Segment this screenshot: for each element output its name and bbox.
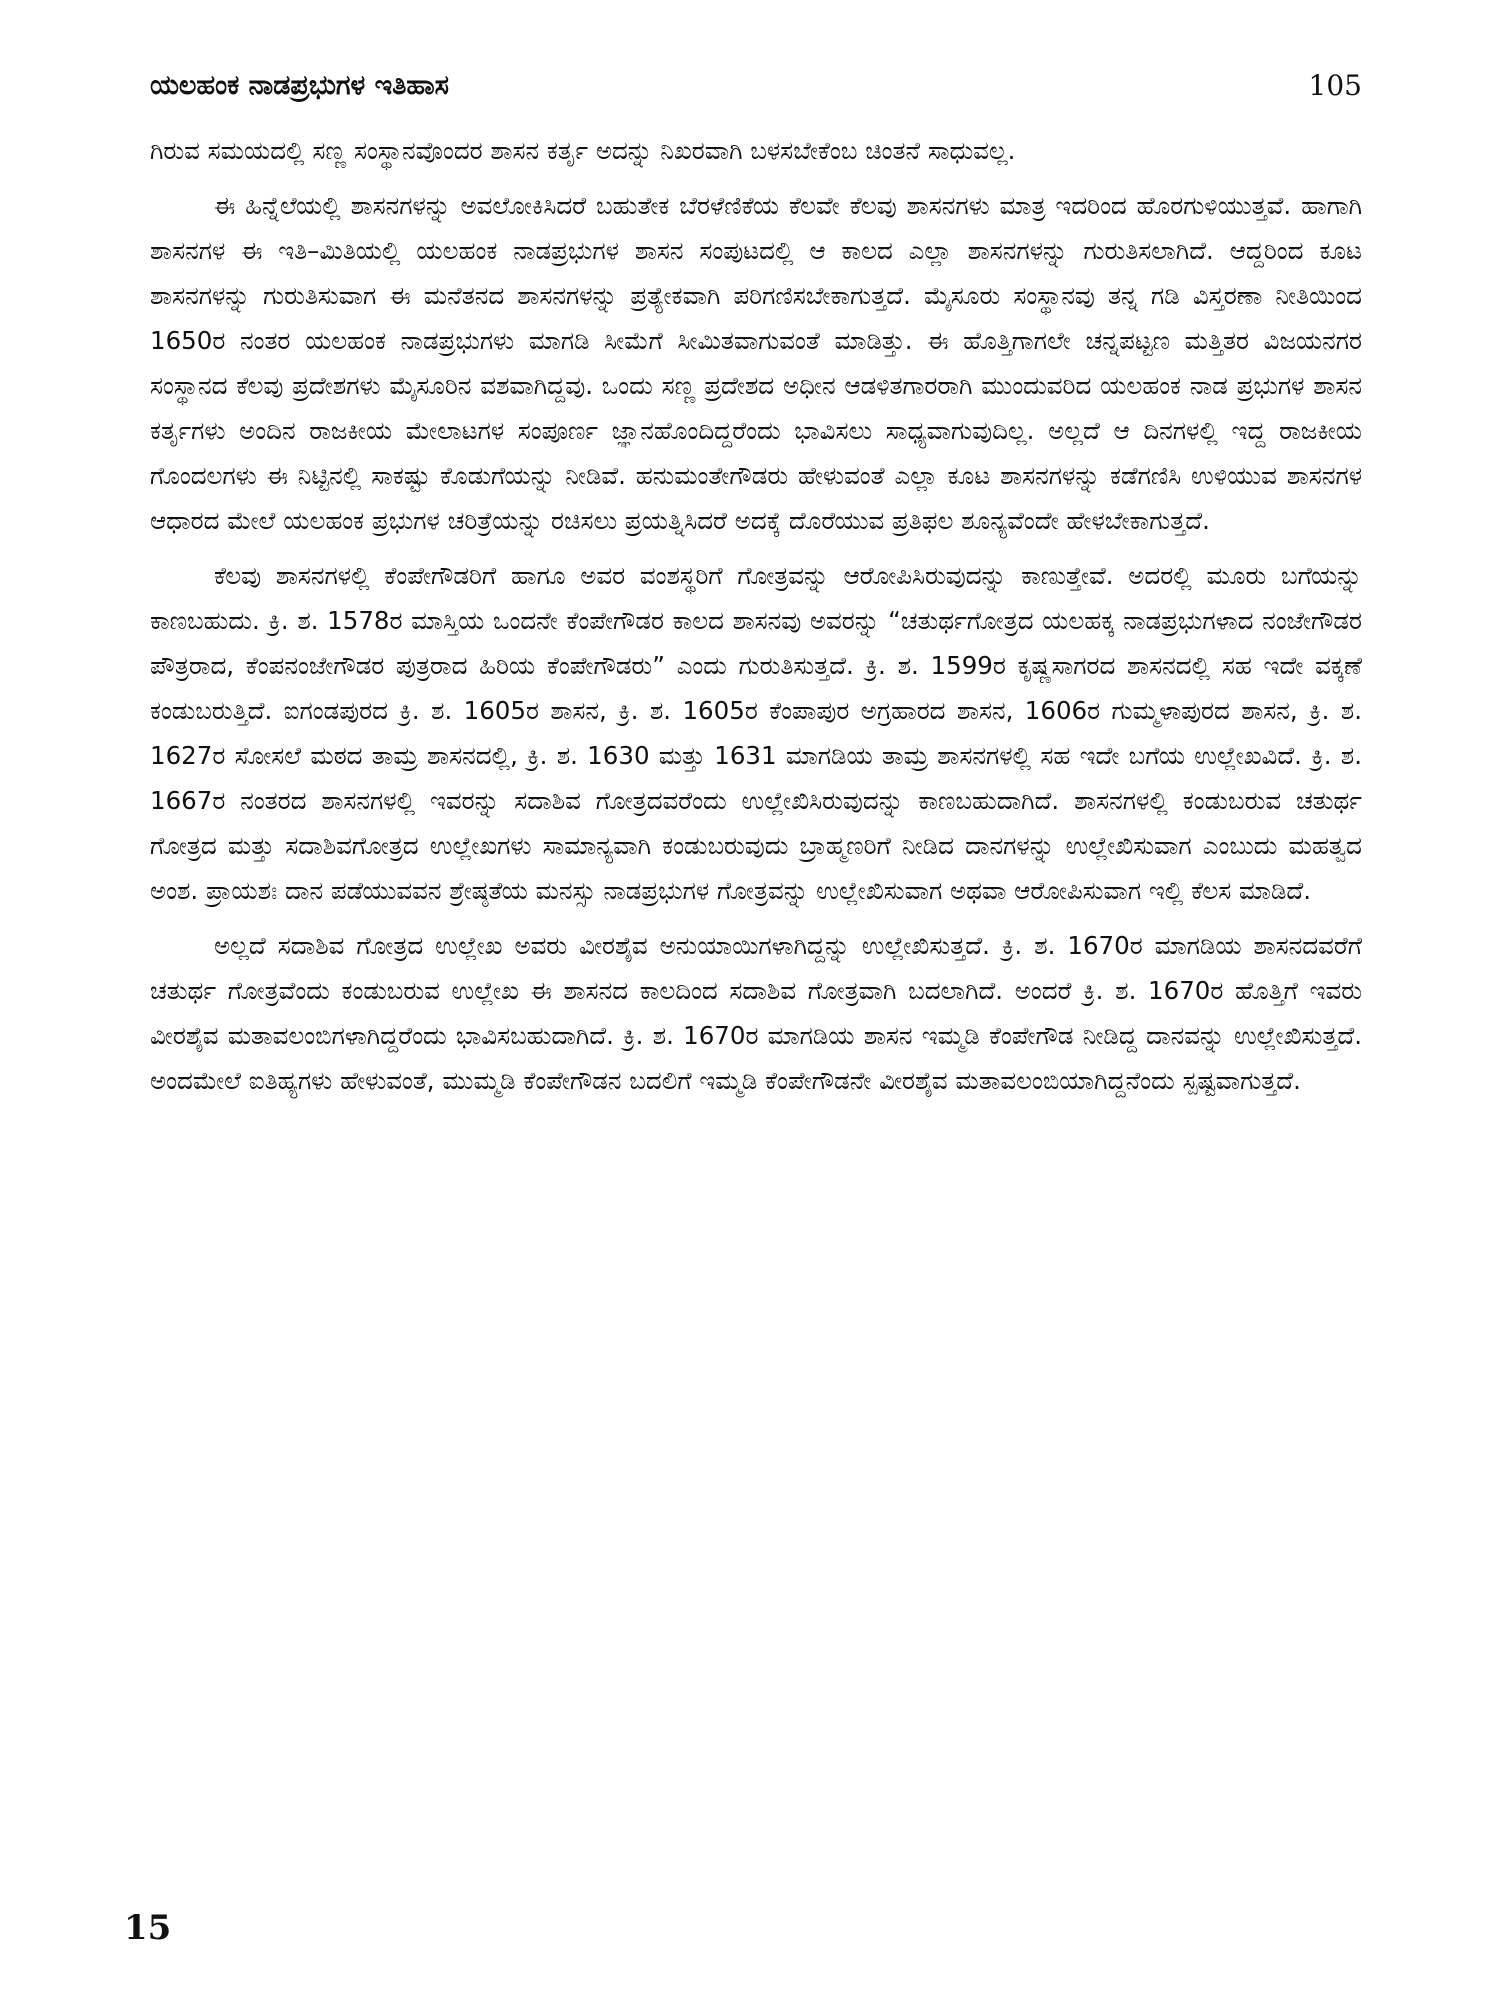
body-text <box>150 128 1362 1113</box>
paragraph: ಈ ಹಿನ್ನೆಲೆಯಲ್ಲಿ ಶಾಸನಗಳನ್ನು ಅವಲೋಕಿಸಿದರೆ ಬಹುತೇಕ ಬೆರಳೆಣಿಕೆಯ ಕೆಲವೇ ಕೆಲವು ಶಾಸನಗಳು ಮಾತ್ರ ಇದರಿಂದ ಹೊರಗುಳಿಯುತ್ತವೆ. ಹಾಗಾಗಿ ಶಾಸನಗಳ ಈ ಇತಿ–ಮಿತಿಯಲ್ಲಿ ಯಲಹಂಕ ನಾಡಪ್ರಭುಗಳ ಶಾಸನ ಸಂಪುಟದಲ್ಲಿ ಆ ಕಾಲದ ಎಲ್ಲಾ ಶಾಸನಗಳನ್ನು ಗುರುತಿಸಲಾಗಿದೆ. ಆದ್ದರಿಂದ ಕೂಟ ಶಾಸನಗಳನ್ನು ಗುರುತಿಸುವಾಗ ಈ ಮನೆತನದ ಶಾಸನಗಳನ್ನು ಪ್ರತ್ಯೇಕವಾಗಿ ಪರಿಗಣಿಸಬೇಕಾಗುತ್ತದೆ. ಮೈಸೂರು ಸಂಸ್ಥಾನವು ತನ್ನ ಗಡಿ ವಿಸ್ತರಣಾ ನೀತಿಯಿಂದ 1650ರ ನಂತರ ಯಲಹಂಕ ನಾಡಪ್ರಭುಗಳು ಮಾಗಡಿ ಸೀಮೆಗೆ ಸೀಮಿತವಾಗುವಂತೆ ಮಾಡಿತ್ತು. ಈ ಹೊತ್ತಿಗಾಗಲೇ ಚನ್ನಪಟ್ಟಣ ಮತ್ತಿತರ ವಿಜಯನಗರ ಸಂಸ್ಥಾನದ ಕೆಲವು ಪ್ರದೇಶಗಳು ಮೈಸೂರಿನ ವಶವಾಗಿದ್ದವು. ಒಂದು ಸಣ್ಣ ಪ್ರದೇಶದ ಅಧೀನ ಆಡಳಿತಗಾರರಾಗಿ ಮುಂದುವರಿದ ಯಲಹಂಕ ನಾಡ ಪ್ರಭುಗಳ ಶಾಸನ ಕರ್ತೃಗಳು ಅಂದಿನ ರಾಜಕೀಯ ಮೇಲಾಟಗಳ ಸಂಪೂರ್ಣ ಜ್ಞಾನಹೊಂದಿದ್ದರೆಂದು ಭಾವಿಸಲು ಸಾಧ್ಯವಾಗುವುದಿಲ್ಲ. ಅಲ್ಲದೆ ಆ ದಿನಗಳಲ್ಲಿ ಇದ್ದ ರಾಜಕೀಯ ಗೊಂದಲಗಳು ಈ ನಿಟ್ಟಿನಲ್ಲಿ ಸಾಕಷ್ಟು ಕೊಡುಗೆಯನ್ನು ನೀಡಿವೆ. ಹನುಮಂತೇಗೌಡರು ಹೇಳುವಂತೆ ಎಲ್ಲಾ ಕೂಟ ಶಾಸನಗಳನ್ನು ಕಡೆಗಣಿಸಿ ಉಳಿಯುವ ಶಾಸನಗಳ ಆಧಾರದ ಮೇಲೆ ಯಲಹಂಕ ಪ್ರಭುಗಳ ಚರಿತ್ರೆಯನ್ನು ರಚಿಸಲು ಪ್ರಯತ್ನಿಸಿದರೆ ಅದಕ್ಕೆ ದೊರೆಯುವ ಪ್ರತಿಫಲ ಶೂನ್ಯವೆಂದೇ ಹೇಳಬೇಕಾಗುತ್ತದೆ. <box>150 191 1362 535</box>
running-header <box>150 66 1362 112</box>
paragraph: ಅಲ್ಲದೆ ಸದಾಶಿವ ಗೋತ್ರದ ಉಲ್ಲೇಖ ಅವರು ವೀರಶೈವ ಅನುಯಾಯಿಗಳಾಗಿದ್ದನ್ನು ಉಲ್ಲೇಖಿಸುತ್ತದೆ. ಕ್ರಿ. ಶ. 1670ರ ಮಾಗಡಿಯ ಶಾಸನದವರೆಗೆ ಚತುರ್ಥ ಗೋತ್ರವೆಂದು ಕಂಡುಬರುವ ಉಲ್ಲೇಖ ಈ ಶಾಸನದ ಕಾಲದಿಂದ ಸದಾಶಿವ ಗೋತ್ರವಾಗಿ ಬದಲಾಗಿದೆ. ಅಂದರೆ ಕ್ರಿ. ಶ. 1670ರ ಹೊತ್ತಿಗೆ ಇವರು ವೀರಶೈವ ಮತಾವಲಂಬಿಗಳಾಗಿದ್ದರೆಂದು ಭಾವಿಸಬಹುದಾಗಿದೆ. ಕ್ರಿ. ಶ. 1670ರ ಮಾಗಡಿಯ ಶಾಸನ ಇಮ್ಮಡಿ ಕೆಂಪೇಗೌಡ ನೀಡಿದ್ದ ದಾನವನ್ನು ಉಲ್ಲೇಖಿಸುತ್ತದೆ. ಅಂದಮೇಲೆ ಐತಿಹ್ಯಗಳು ಹೇಳುವಂತೆ, ಮುಮ್ಮಡಿ ಕೆಂಪೇಗೌಡನ ಬದಲಿಗೆ ಇಮ್ಮಡಿ ಕೆಂಪೇಗೌಡನೇ ವೀರಶೈವ ಮತಾವಲಂಬಿಯಾಗಿದ್ದನೆಂದು ಸ್ಪಷ್ಟವಾಗುತ್ತದೆ. <box>150 931 1362 1095</box>
page-number: 105 <box>1308 69 1362 102</box>
running-title: ಯಲಹಂಕ ನಾಡಪ್ರಭುಗಳ ಇತಿಹಾಸ <box>150 70 450 101</box>
paragraph-continued: ಗಿರುವ ಸಮಯದಲ್ಲಿ ಸಣ್ಣ ಸಂಸ್ಥಾನವೊಂದರ ಶಾಸನ ಕರ್ತೃ ಅದನ್ನು ನಿಖರವಾಗಿ ಬಳಸಬೇಕೆಂಬ ಚಿಂತನೆ ಸಾಧುವಲ್ಲ. <box>150 136 1016 165</box>
paragraph: ಕೆಲವು ಶಾಸನಗಳಲ್ಲಿ ಕೆಂಪೇಗೌಡರಿಗೆ ಹಾಗೂ ಅವರ ವಂಶಸ್ಥರಿಗೆ ಗೋತ್ರವನ್ನು ಆರೋಪಿಸಿರುವುದನ್ನು ಕಾಣುತ್ತೇವೆ. ಅದರಲ್ಲಿ ಮೂರು ಬಗೆಯನ್ನು ಕಾಣಬಹುದು. ಕ್ರಿ. ಶ. 1578ರ ಮಾಸ್ತಿಯ ಒಂದನೇ ಕೆಂಪೇಗೌಡರ ಕಾಲದ ಶಾಸನವು ಅವರನ್ನು “ಚತುರ್ಥಗೋತ್ರದ ಯಲಹಕ್ಕ ನಾಡಪ್ರಭುಗಳಾದ ನಂಜೇಗೌಡರ ಪೌತ್ರರಾದ, ಕೆಂಪನಂಜೇಗೌಡರ ಪುತ್ರರಾದ ಹಿರಿಯ ಕೆಂಪೇಗೌಡರು” ಎಂದು ಗುರುತಿಸುತ್ತದೆ. ಕ್ರಿ. ಶ. 1599ರ ಕೃಷ್ಣಸಾಗರದ ಶಾಸನದಲ್ಲಿ ಸಹ ಇದೇ ವಕ್ಕಣೆ ಕಂಡುಬರುತ್ತಿದೆ. ಐಗಂಡಪುರದ ಕ್ರಿ. ಶ. 1605ರ ಶಾಸನ, ಕ್ರಿ. ಶ. 1605ರ ಕೆಂಪಾಪುರ ಅಗ್ರಹಾರದ ಶಾಸನ, 1606ರ ಗುಮ್ಮಳಾಪುರದ ಶಾಸನ, ಕ್ರಿ. ಶ. 1627ರ ಸೋಸಲೆ ಮಠದ ತಾಮ್ರ ಶಾಸನದಲ್ಲಿ, ಕ್ರಿ. ಶ. 1630 ಮತ್ತು 1631 ಮಾಗಡಿಯ ತಾಮ್ರ ಶಾಸನಗಳಲ್ಲಿ ಸಹ ಇದೇ ಬಗೆಯ ಉಲ್ಲೇಖವಿದೆ. ಕ್ರಿ. ಶ. 1667ರ ನಂತರದ ಶಾಸನಗಳಲ್ಲಿ ಇವರನ್ನು ಸದಾಶಿವ ಗೋತ್ರದವರೆಂದು ಉಲ್ಲೇಖಿಸಿರುವುದನ್ನು ಕಾಣಬಹುದಾಗಿದೆ. ಶಾಸನಗಳಲ್ಲಿ ಕಂಡುಬರುವ ಚತುರ್ಥ ಗೋತ್ರದ ಮತ್ತು ಸದಾಶಿವಗೋತ್ರದ ಉಲ್ಲೇಖಗಳು ಸಾಮಾನ್ಯವಾಗಿ ಕಂಡುಬರುವುದು ಬ್ರಾಹ್ಮಣರಿಗೆ ನೀಡಿದ ದಾನಗಳನ್ನು ಉಲ್ಲೇಖಿಸುವಾಗ ಎಂಬುದು ಮಹತ್ವದ ಅಂಶ. ಪ್ರಾಯಶಃ ದಾನ ಪಡೆಯುವವನ ಶ್ರೇಷ್ಠತೆಯ ಮನಸ್ಸು ನಾಡಪ್ರಭುಗಳ ಗೋತ್ರವನ್ನು ಉಲ್ಲೇಖಿಸುವಾಗ ಅಥವಾ ಆರೋಪಿಸುವಾಗ ಇಲ್ಲಿ ಕೆಲಸ ಮಾಡಿದೆ. <box>150 561 1362 905</box>
signature-mark: 15 <box>124 1908 172 1948</box>
